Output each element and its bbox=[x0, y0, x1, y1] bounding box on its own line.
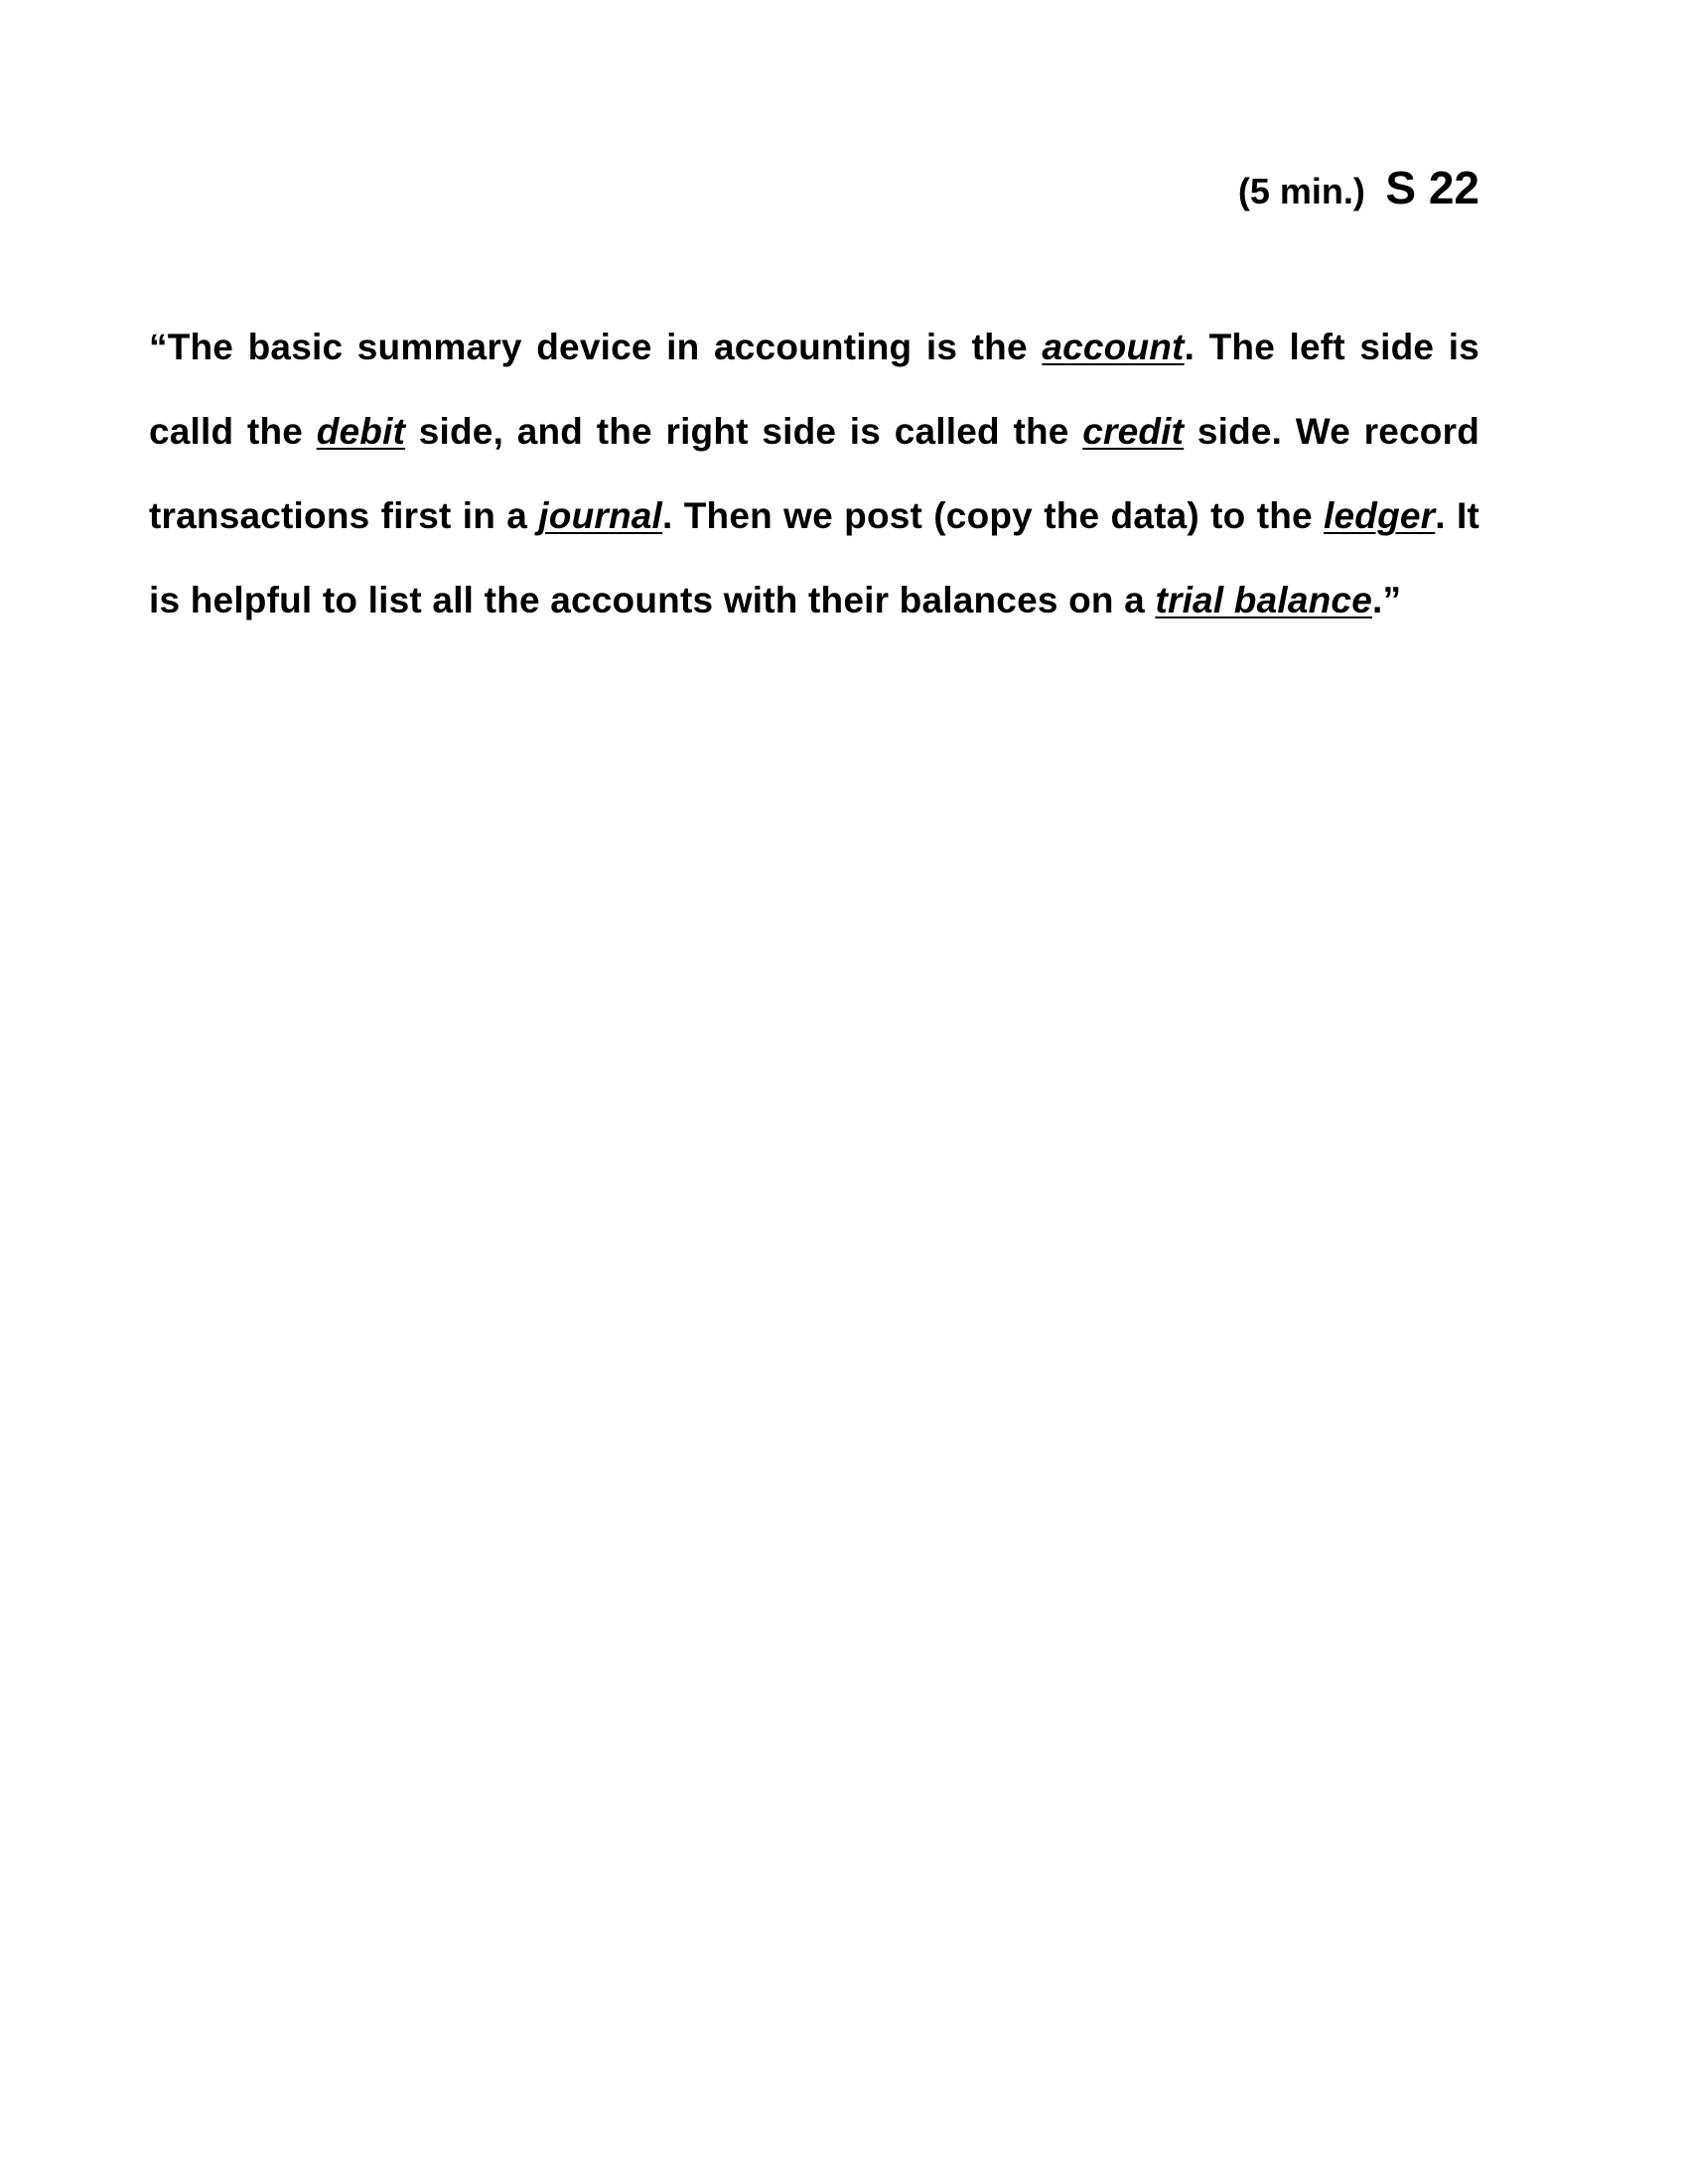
term-journal: journal bbox=[538, 495, 663, 536]
term-account: account bbox=[1042, 327, 1185, 367]
slide-number: S 22 bbox=[1385, 162, 1479, 213]
time-estimate: (5 min.) bbox=[1237, 171, 1365, 211]
text-segment: . Then we post (copy the data) to the bbox=[662, 495, 1325, 536]
quote-paragraph bbox=[149, 305, 1479, 642]
text-segment: .” bbox=[1371, 580, 1402, 620]
text-segment: side. We record transactions first in a bbox=[149, 411, 1480, 536]
text-segment: . The left side is calld the bbox=[149, 327, 1479, 452]
text-segment: . It is helpful to list all the accounts with their balances on a bbox=[149, 495, 1479, 620]
text-segment: side, and the right side is called the bbox=[405, 411, 1083, 452]
term-credit: credit bbox=[1082, 411, 1185, 452]
term-ledger: ledger bbox=[1324, 495, 1436, 536]
text-segment: “The basic summary device in accounting is the bbox=[149, 327, 1043, 367]
term-debit: debit bbox=[316, 411, 406, 452]
page-header bbox=[1238, 161, 1479, 214]
term-trial-balance: trial balance bbox=[1155, 580, 1372, 620]
